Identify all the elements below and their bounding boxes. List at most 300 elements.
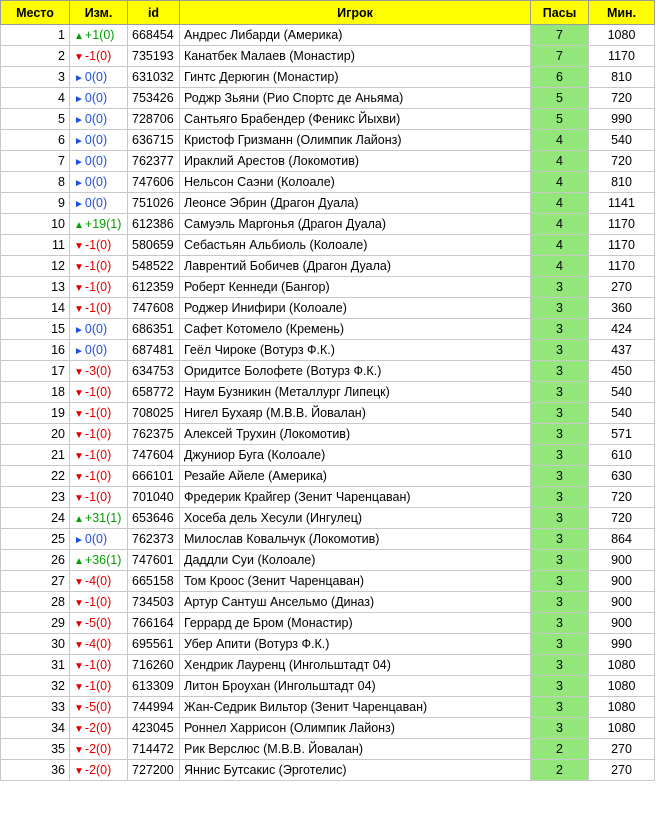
cell-minutes[interactable]: 990 (589, 634, 655, 655)
cell-assists[interactable]: 4 (531, 235, 589, 256)
cell-change[interactable] (70, 214, 128, 235)
table-row[interactable] (1, 550, 655, 571)
cell-minutes[interactable]: 610 (589, 445, 655, 466)
cell-player[interactable]: Гинтс Дерюгин (Монастир) (180, 67, 531, 88)
cell-player[interactable]: Роберт Кеннеди (Бангор) (180, 277, 531, 298)
cell-assists[interactable]: 5 (531, 88, 589, 109)
change-value: +1(0) (84, 28, 115, 42)
cell-change[interactable] (70, 277, 128, 298)
table-row[interactable] (1, 718, 655, 739)
cell-player[interactable]: Фредерик Крайгер (Зенит Чаренцаван) (180, 487, 531, 508)
cell-player[interactable]: Хосеба дель Хесули (Ингулец) (180, 508, 531, 529)
cell-assists[interactable]: 3 (531, 571, 589, 592)
cell-player[interactable]: Нельсон Саэни (Колоале) (180, 172, 531, 193)
cell-rank[interactable]: 9 (1, 193, 70, 214)
cell-id[interactable]: 634753 (128, 361, 180, 382)
cell-change[interactable] (70, 46, 128, 67)
header-player[interactable]: Игрок (180, 1, 531, 25)
cell-minutes[interactable]: 900 (589, 613, 655, 634)
table-row[interactable] (1, 298, 655, 319)
cell-change[interactable] (70, 550, 128, 571)
change-value: -1(0) (84, 679, 112, 693)
table-row[interactable] (1, 88, 655, 109)
cell-assists[interactable]: 4 (531, 130, 589, 151)
table-row[interactable] (1, 655, 655, 676)
cell-change[interactable] (70, 193, 128, 214)
cell-rank[interactable]: 4 (1, 88, 70, 109)
cell-player[interactable]: Джуниор Буга (Колоале) (180, 445, 531, 466)
cell-minutes[interactable]: 424 (589, 319, 655, 340)
cell-player[interactable]: Убер Апити (Вотурз Ф.К.) (180, 634, 531, 655)
cell-player[interactable]: Наум Бузникин (Металлург Липецк) (180, 382, 531, 403)
cell-minutes[interactable]: 900 (589, 592, 655, 613)
table-row[interactable] (1, 172, 655, 193)
cell-player[interactable]: Даддли Суи (Колоале) (180, 550, 531, 571)
cell-id[interactable]: 631032 (128, 67, 180, 88)
cell-minutes[interactable]: 1170 (589, 46, 655, 67)
cell-player[interactable]: Сантьяго Брабендер (Феникс Йыхви) (180, 109, 531, 130)
cell-rank[interactable]: 13 (1, 277, 70, 298)
cell-change[interactable] (70, 67, 128, 88)
cell-change[interactable] (70, 361, 128, 382)
cell-assists[interactable]: 2 (531, 760, 589, 781)
cell-id[interactable]: 695561 (128, 634, 180, 655)
cell-minutes[interactable]: 1080 (589, 697, 655, 718)
table-row[interactable] (1, 613, 655, 634)
cell-id[interactable]: 636715 (128, 130, 180, 151)
cell-change[interactable] (70, 613, 128, 634)
cell-id[interactable]: 701040 (128, 487, 180, 508)
table-row[interactable] (1, 571, 655, 592)
cell-id[interactable]: 753426 (128, 88, 180, 109)
cell-change[interactable] (70, 424, 128, 445)
cell-player[interactable]: Ираклий Арестов (Локомотив) (180, 151, 531, 172)
cell-assists[interactable]: 3 (531, 592, 589, 613)
cell-player[interactable]: Леонсе Эбрин (Драгон Дуала) (180, 193, 531, 214)
cell-assists[interactable]: 3 (531, 403, 589, 424)
cell-minutes[interactable]: 900 (589, 550, 655, 571)
arrow-down-icon: ▼ (74, 283, 84, 294)
cell-player[interactable]: Рик Верслюс (М.В.В. Йовалан) (180, 739, 531, 760)
cell-id[interactable]: 666101 (128, 466, 180, 487)
cell-assists[interactable]: 4 (531, 256, 589, 277)
cell-player[interactable]: Нигел Бухаяр (М.В.В. Йовалан) (180, 403, 531, 424)
cell-player[interactable]: Алексей Трухин (Локомотив) (180, 424, 531, 445)
cell-assists[interactable]: 3 (531, 340, 589, 361)
cell-minutes[interactable]: 1170 (589, 235, 655, 256)
cell-id[interactable]: 747606 (128, 172, 180, 193)
cell-assists[interactable]: 7 (531, 46, 589, 67)
cell-minutes[interactable]: 1170 (589, 214, 655, 235)
arrow-down-icon: ▼ (74, 388, 84, 399)
cell-rank[interactable]: 23 (1, 487, 70, 508)
cell-change[interactable] (70, 88, 128, 109)
change-value: -4(0) (84, 637, 112, 651)
cell-change[interactable] (70, 487, 128, 508)
cell-change[interactable] (70, 445, 128, 466)
cell-minutes[interactable]: 270 (589, 760, 655, 781)
arrow-down-icon: ▼ (74, 367, 84, 378)
cell-rank[interactable]: 16 (1, 340, 70, 361)
cell-id[interactable]: 747608 (128, 298, 180, 319)
cell-rank[interactable]: 1 (1, 25, 70, 46)
cell-rank[interactable]: 17 (1, 361, 70, 382)
cell-id[interactable]: 423045 (128, 718, 180, 739)
cell-minutes[interactable]: 720 (589, 508, 655, 529)
header-change[interactable]: Изм. (70, 1, 128, 25)
arrow-right-icon: ► (74, 136, 84, 147)
cell-id[interactable]: 744994 (128, 697, 180, 718)
change-value: +31(1) (84, 511, 122, 525)
table-row[interactable] (1, 760, 655, 781)
cell-player[interactable]: Роджер Инифири (Колоале) (180, 298, 531, 319)
change-value: -1(0) (84, 448, 112, 462)
cell-rank[interactable]: 20 (1, 424, 70, 445)
cell-assists[interactable]: 3 (531, 382, 589, 403)
arrow-right-icon: ► (74, 535, 84, 546)
cell-id[interactable]: 747604 (128, 445, 180, 466)
cell-id[interactable]: 612386 (128, 214, 180, 235)
cell-player[interactable]: Хендрик Лауренц (Ингольштадт 04) (180, 655, 531, 676)
cell-rank[interactable]: 29 (1, 613, 70, 634)
cell-id[interactable]: 716260 (128, 655, 180, 676)
cell-rank[interactable]: 30 (1, 634, 70, 655)
cell-rank[interactable]: 21 (1, 445, 70, 466)
table-row[interactable] (1, 25, 655, 46)
change-value: -2(0) (84, 721, 112, 735)
cell-change[interactable] (70, 508, 128, 529)
arrow-down-icon: ▼ (74, 598, 84, 609)
cell-rank[interactable]: 2 (1, 46, 70, 67)
table-row[interactable] (1, 487, 655, 508)
cell-player[interactable]: Роннел Харрисон (Олимпик Лайонз) (180, 718, 531, 739)
cell-rank[interactable]: 22 (1, 466, 70, 487)
change-value: -2(0) (84, 763, 112, 777)
cell-change[interactable] (70, 655, 128, 676)
cell-minutes[interactable]: 1080 (589, 655, 655, 676)
cell-id[interactable]: 687481 (128, 340, 180, 361)
change-value: 0(0) (84, 175, 108, 189)
cell-rank[interactable]: 11 (1, 235, 70, 256)
cell-change[interactable] (70, 151, 128, 172)
cell-minutes[interactable]: 630 (589, 466, 655, 487)
cell-change[interactable] (70, 172, 128, 193)
cell-rank[interactable]: 3 (1, 67, 70, 88)
cell-rank[interactable]: 8 (1, 172, 70, 193)
cell-minutes[interactable]: 540 (589, 130, 655, 151)
cell-minutes[interactable]: 270 (589, 739, 655, 760)
table-row[interactable] (1, 697, 655, 718)
cell-minutes[interactable]: 450 (589, 361, 655, 382)
cell-change[interactable] (70, 109, 128, 130)
cell-minutes[interactable]: 1080 (589, 718, 655, 739)
cell-player[interactable]: Геёл Чироке (Вотурз Ф.К.) (180, 340, 531, 361)
change-value: -3(0) (84, 364, 112, 378)
cell-id[interactable]: 612359 (128, 277, 180, 298)
cell-id[interactable]: 762373 (128, 529, 180, 550)
cell-rank[interactable]: 19 (1, 403, 70, 424)
change-value: 0(0) (84, 322, 108, 336)
header-rank[interactable]: Место (1, 1, 70, 25)
cell-id[interactable]: 751026 (128, 193, 180, 214)
table-row[interactable] (1, 109, 655, 130)
cell-id[interactable]: 686351 (128, 319, 180, 340)
cell-rank[interactable]: 27 (1, 571, 70, 592)
cell-rank[interactable]: 12 (1, 256, 70, 277)
table-row[interactable] (1, 676, 655, 697)
table-row[interactable] (1, 46, 655, 67)
arrow-down-icon: ▼ (74, 724, 84, 735)
cell-minutes[interactable]: 720 (589, 88, 655, 109)
header-minutes[interactable]: Мин. (589, 1, 655, 25)
cell-change[interactable] (70, 529, 128, 550)
table-row[interactable] (1, 319, 655, 340)
cell-minutes[interactable]: 720 (589, 487, 655, 508)
cell-change[interactable] (70, 319, 128, 340)
arrow-up-icon: ▲ (74, 556, 84, 567)
cell-assists[interactable]: 3 (531, 319, 589, 340)
cell-rank[interactable]: 28 (1, 592, 70, 613)
header-assists[interactable]: Пасы (531, 1, 589, 25)
cell-assists[interactable]: 3 (531, 697, 589, 718)
change-value: 0(0) (84, 70, 108, 84)
cell-change[interactable] (70, 466, 128, 487)
cell-id[interactable]: 734503 (128, 592, 180, 613)
cell-minutes[interactable]: 540 (589, 382, 655, 403)
cell-assists[interactable]: 3 (531, 613, 589, 634)
cell-rank[interactable]: 33 (1, 697, 70, 718)
cell-change[interactable] (70, 340, 128, 361)
cell-player[interactable]: Канатбек Малаев (Монастир) (180, 46, 531, 67)
cell-id[interactable]: 728706 (128, 109, 180, 130)
cell-minutes[interactable]: 360 (589, 298, 655, 319)
cell-minutes[interactable]: 990 (589, 109, 655, 130)
cell-player[interactable]: Жан-Седрик Вильтор (Зенит Чаренцаван) (180, 697, 531, 718)
cell-rank[interactable]: 26 (1, 550, 70, 571)
table-row[interactable] (1, 634, 655, 655)
cell-change[interactable] (70, 592, 128, 613)
arrow-down-icon: ▼ (74, 577, 84, 588)
cell-player[interactable]: Самуэль Маргонья (Драгон Дуала) (180, 214, 531, 235)
cell-id[interactable]: 658772 (128, 382, 180, 403)
cell-rank[interactable]: 36 (1, 760, 70, 781)
cell-rank[interactable]: 18 (1, 382, 70, 403)
cell-change[interactable] (70, 235, 128, 256)
arrow-down-icon: ▼ (74, 451, 84, 462)
cell-assists[interactable]: 4 (531, 214, 589, 235)
arrow-down-icon: ▼ (74, 703, 84, 714)
cell-minutes[interactable]: 810 (589, 172, 655, 193)
change-value: 0(0) (84, 196, 108, 210)
table-row[interactable] (1, 508, 655, 529)
cell-rank[interactable]: 25 (1, 529, 70, 550)
cell-rank[interactable]: 5 (1, 109, 70, 130)
table-row[interactable] (1, 361, 655, 382)
cell-minutes[interactable]: 1141 (589, 193, 655, 214)
cell-assists[interactable]: 3 (531, 298, 589, 319)
cell-assists[interactable]: 3 (531, 424, 589, 445)
cell-rank[interactable]: 6 (1, 130, 70, 151)
cell-player[interactable]: Резайе Айеле (Америка) (180, 466, 531, 487)
cell-assists[interactable]: 3 (531, 676, 589, 697)
arrow-down-icon: ▼ (74, 430, 84, 441)
cell-change[interactable] (70, 403, 128, 424)
arrow-down-icon: ▼ (74, 619, 84, 630)
arrow-up-icon: ▲ (74, 514, 84, 525)
table-row[interactable] (1, 592, 655, 613)
cell-rank[interactable]: 34 (1, 718, 70, 739)
cell-player[interactable]: Роджр Зьяни (Рио Спортс де Аньяма) (180, 88, 531, 109)
table-body (1, 25, 655, 781)
cell-change[interactable] (70, 130, 128, 151)
change-value: -1(0) (84, 301, 112, 315)
table-row[interactable] (1, 403, 655, 424)
cell-id[interactable]: 762375 (128, 424, 180, 445)
cell-change[interactable] (70, 382, 128, 403)
cell-assists[interactable]: 3 (531, 277, 589, 298)
cell-minutes[interactable]: 1080 (589, 25, 655, 46)
cell-assists[interactable]: 3 (531, 487, 589, 508)
cell-minutes[interactable]: 720 (589, 151, 655, 172)
cell-id[interactable]: 747601 (128, 550, 180, 571)
cell-assists[interactable]: 3 (531, 718, 589, 739)
cell-change[interactable] (70, 298, 128, 319)
change-value: 0(0) (84, 91, 108, 105)
change-value: -1(0) (84, 406, 112, 420)
cell-rank[interactable]: 31 (1, 655, 70, 676)
cell-rank[interactable]: 35 (1, 739, 70, 760)
cell-change[interactable] (70, 760, 128, 781)
cell-player[interactable]: Милослав Ковальчук (Локомотив) (180, 529, 531, 550)
cell-change[interactable] (70, 676, 128, 697)
table-row[interactable] (1, 130, 655, 151)
cell-assists[interactable]: 4 (531, 172, 589, 193)
table-row[interactable] (1, 193, 655, 214)
cell-minutes[interactable]: 437 (589, 340, 655, 361)
table-row[interactable] (1, 424, 655, 445)
change-value: -1(0) (84, 490, 112, 504)
change-value: +36(1) (84, 553, 122, 567)
cell-change[interactable] (70, 25, 128, 46)
cell-change[interactable] (70, 256, 128, 277)
cell-id[interactable]: 708025 (128, 403, 180, 424)
table-row[interactable] (1, 214, 655, 235)
table-row[interactable] (1, 529, 655, 550)
cell-id[interactable]: 714472 (128, 739, 180, 760)
change-value: -5(0) (84, 616, 112, 630)
cell-change[interactable] (70, 697, 128, 718)
cell-minutes[interactable]: 864 (589, 529, 655, 550)
cell-minutes[interactable]: 1170 (589, 256, 655, 277)
cell-assists[interactable]: 3 (531, 466, 589, 487)
cell-player[interactable]: Сафет Котомело (Кремень) (180, 319, 531, 340)
cell-player[interactable]: Лаврентий Бобичев (Драгон Дуала) (180, 256, 531, 277)
cell-player[interactable]: Себастьян Альбиоль (Колоале) (180, 235, 531, 256)
cell-assists[interactable]: 3 (531, 550, 589, 571)
cell-player[interactable]: Оридитсе Болофете (Вотурз Ф.К.) (180, 361, 531, 382)
change-value: -1(0) (84, 280, 112, 294)
change-value: -4(0) (84, 574, 112, 588)
table-row[interactable] (1, 739, 655, 760)
cell-minutes[interactable]: 540 (589, 403, 655, 424)
cell-assists[interactable]: 3 (531, 445, 589, 466)
cell-rank[interactable]: 10 (1, 214, 70, 235)
cell-rank[interactable]: 14 (1, 298, 70, 319)
cell-player[interactable]: Геррард де Бром (Монастир) (180, 613, 531, 634)
cell-rank[interactable]: 7 (1, 151, 70, 172)
cell-assists[interactable]: 3 (531, 634, 589, 655)
cell-player[interactable]: Том Кроос (Зенит Чаренцаван) (180, 571, 531, 592)
cell-assists[interactable]: 2 (531, 739, 589, 760)
cell-assists[interactable]: 4 (531, 193, 589, 214)
cell-minutes[interactable]: 270 (589, 277, 655, 298)
cell-change[interactable] (70, 634, 128, 655)
table-row[interactable] (1, 382, 655, 403)
change-value: 0(0) (84, 112, 108, 126)
table-row[interactable] (1, 445, 655, 466)
cell-assists[interactable]: 3 (531, 361, 589, 382)
cell-assists[interactable]: 5 (531, 109, 589, 130)
cell-rank[interactable]: 24 (1, 508, 70, 529)
cell-player[interactable]: Кристоф Гризманн (Олимпик Лайонз) (180, 130, 531, 151)
cell-id[interactable]: 668454 (128, 25, 180, 46)
table-row[interactable] (1, 256, 655, 277)
cell-id[interactable]: 735193 (128, 46, 180, 67)
cell-minutes[interactable]: 571 (589, 424, 655, 445)
table-row[interactable] (1, 340, 655, 361)
cell-id[interactable]: 613309 (128, 676, 180, 697)
cell-change[interactable] (70, 718, 128, 739)
change-value: 0(0) (84, 154, 108, 168)
cell-player[interactable]: Андрес Либарди (Америка) (180, 25, 531, 46)
cell-id[interactable]: 665158 (128, 571, 180, 592)
arrow-down-icon: ▼ (74, 52, 84, 63)
cell-player[interactable]: Артур Сантуш Ансельмо (Диназ) (180, 592, 531, 613)
cell-player[interactable]: Литон Броухан (Ингольштадт 04) (180, 676, 531, 697)
cell-change[interactable] (70, 571, 128, 592)
arrow-right-icon: ► (74, 94, 84, 105)
table-row[interactable] (1, 151, 655, 172)
cell-minutes[interactable]: 1080 (589, 676, 655, 697)
cell-id[interactable]: 653646 (128, 508, 180, 529)
change-value: -2(0) (84, 742, 112, 756)
cell-id[interactable]: 727200 (128, 760, 180, 781)
cell-id[interactable]: 766164 (128, 613, 180, 634)
table-row[interactable] (1, 277, 655, 298)
cell-id[interactable]: 762377 (128, 151, 180, 172)
cell-assists[interactable]: 3 (531, 508, 589, 529)
arrow-down-icon: ▼ (74, 640, 84, 651)
cell-assists[interactable]: 3 (531, 529, 589, 550)
cell-minutes[interactable]: 810 (589, 67, 655, 88)
change-value: -1(0) (84, 238, 112, 252)
cell-assists[interactable]: 4 (531, 151, 589, 172)
table-row[interactable] (1, 235, 655, 256)
cell-rank[interactable]: 15 (1, 319, 70, 340)
cell-change[interactable] (70, 739, 128, 760)
cell-player[interactable]: Яннис Бутсакис (Эрготелис) (180, 760, 531, 781)
cell-assists[interactable]: 6 (531, 67, 589, 88)
cell-assists[interactable]: 3 (531, 655, 589, 676)
cell-assists[interactable]: 7 (531, 25, 589, 46)
cell-rank[interactable]: 32 (1, 676, 70, 697)
cell-minutes[interactable]: 900 (589, 571, 655, 592)
table-row[interactable] (1, 67, 655, 88)
cell-id[interactable]: 580659 (128, 235, 180, 256)
table-row[interactable] (1, 466, 655, 487)
cell-id[interactable]: 548522 (128, 256, 180, 277)
header-id[interactable]: id (128, 1, 180, 25)
